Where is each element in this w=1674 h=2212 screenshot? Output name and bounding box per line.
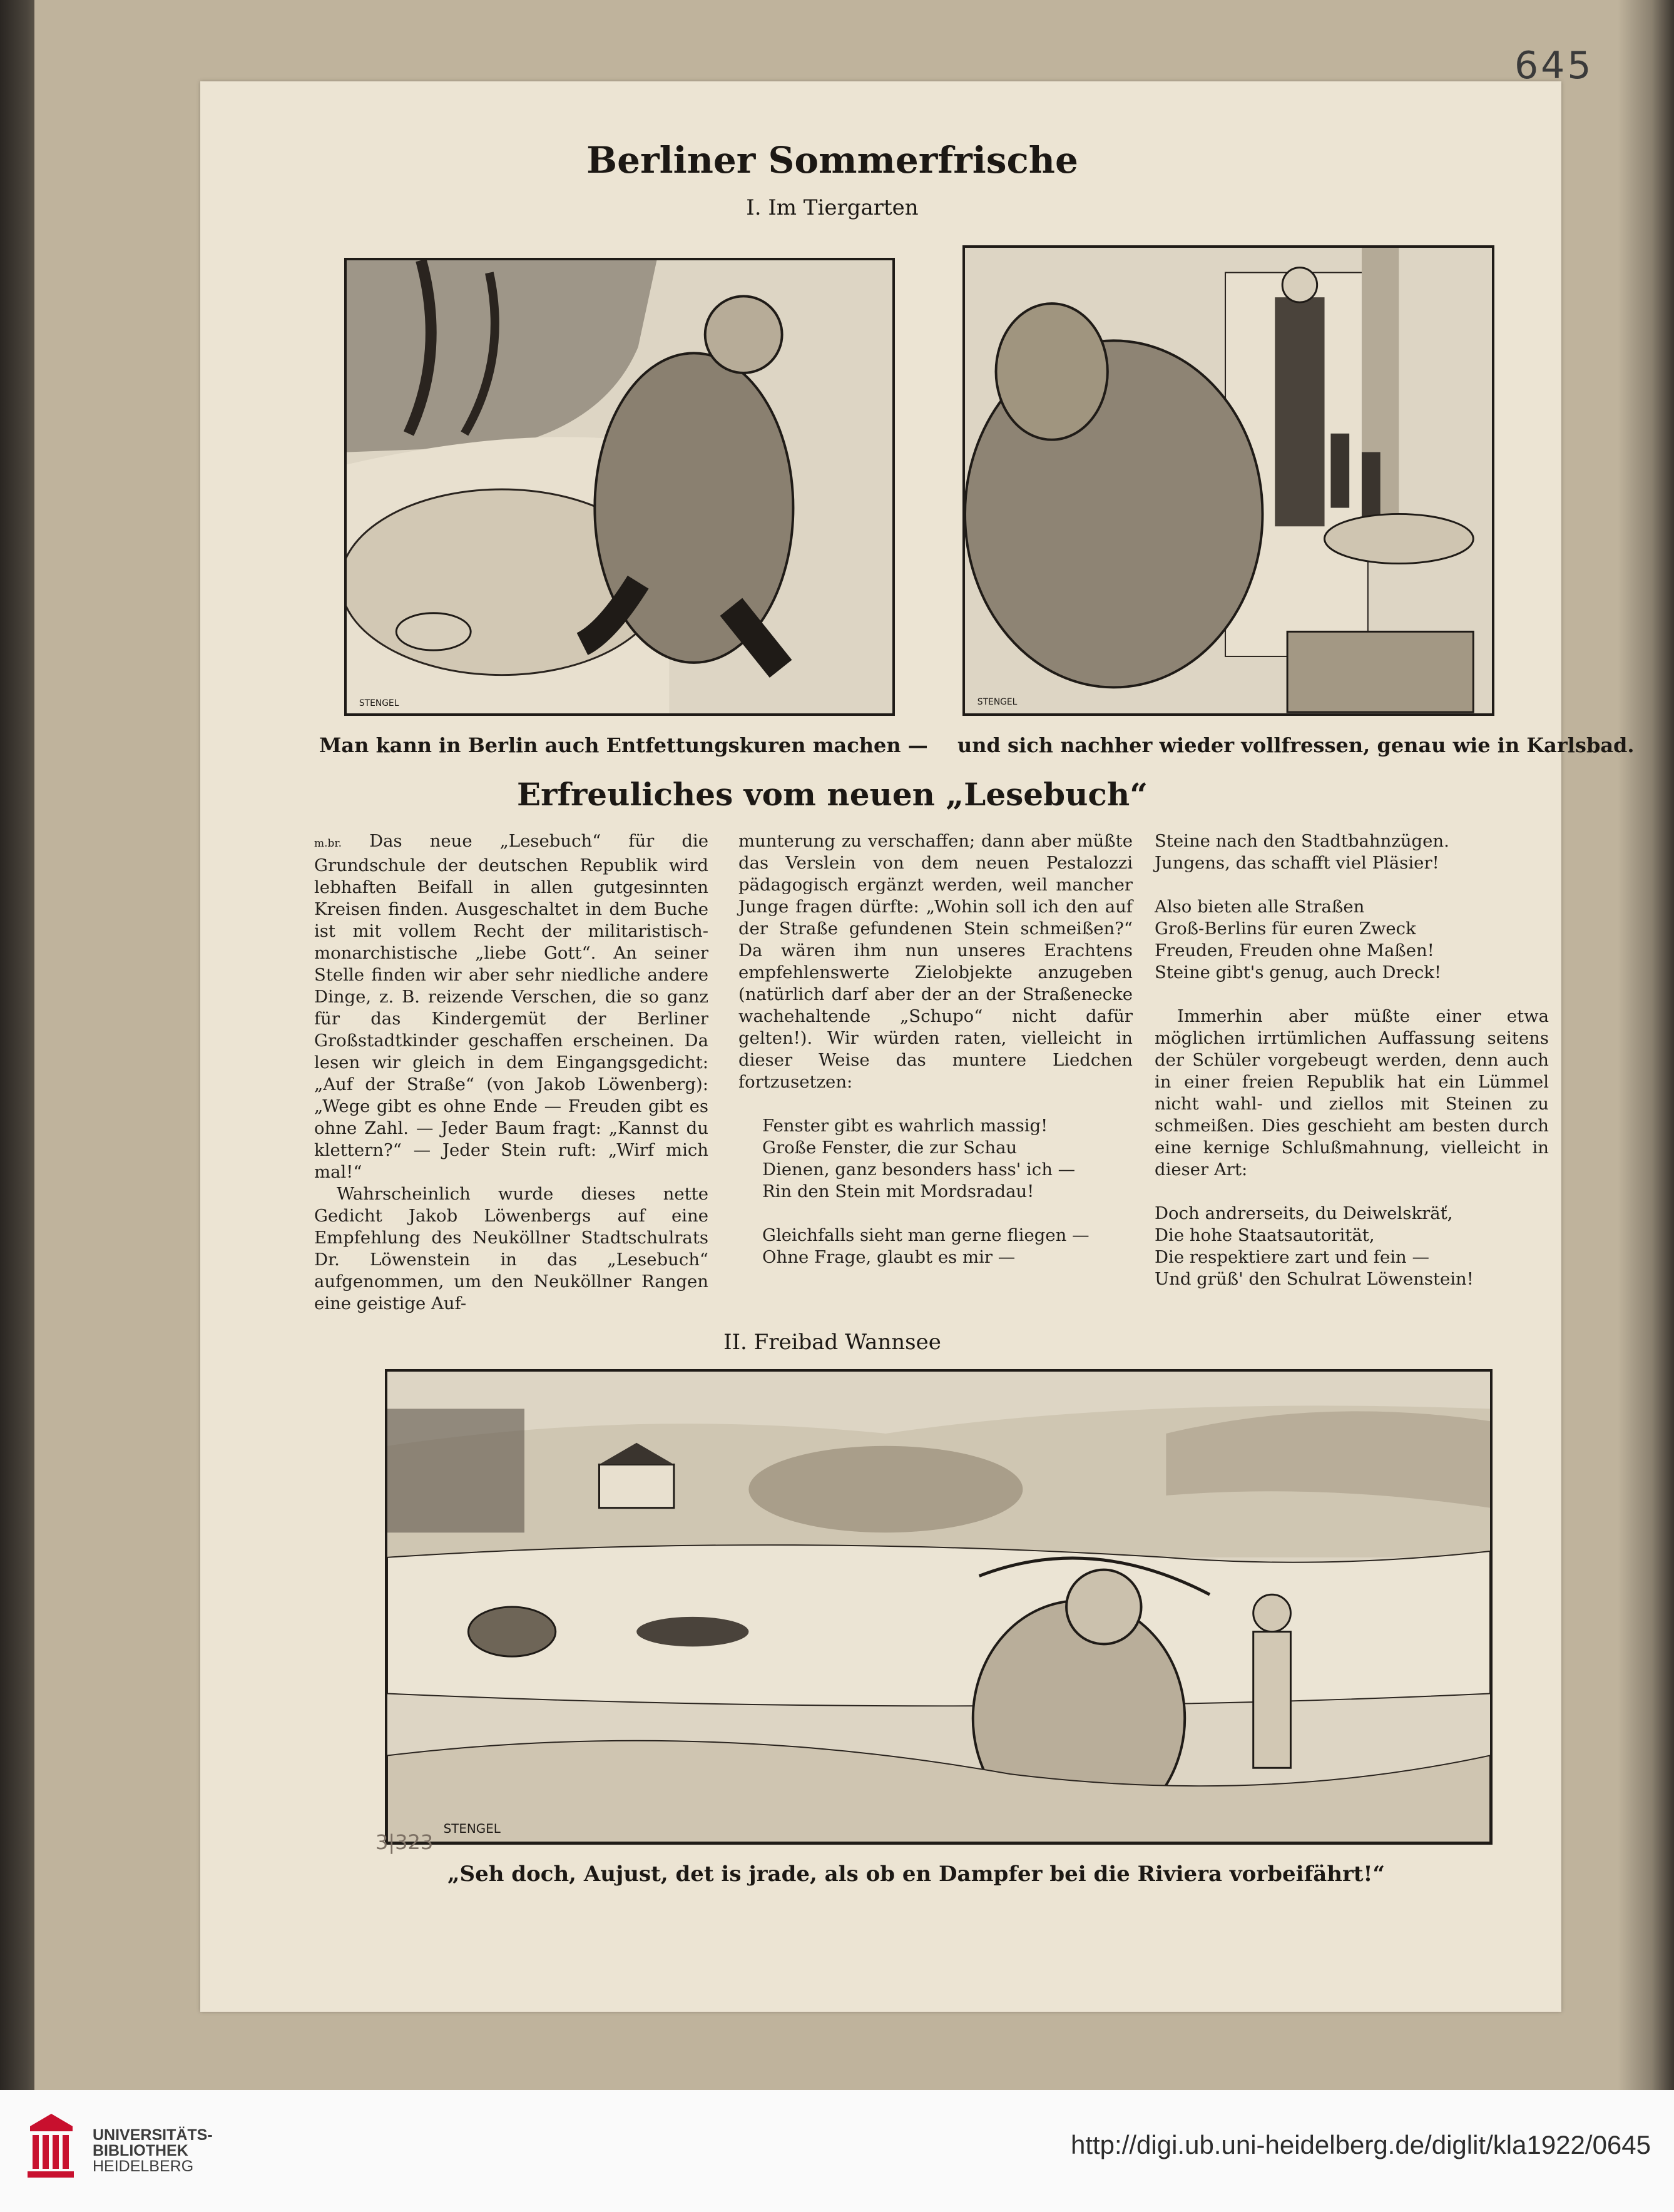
article-paragraph: Wahrscheinlich wurde dieses nette Gedicht Jakob Löwenbergs auf eine Empfehlung des Neuköllner Stadtschulrats Dr. Löwenstein in das „Lesebuch“ aufgenommen, um den Neuköllner Rangen eine geistige Auf- (314, 1184, 708, 1313)
article-paragraph: munterung zu verschaffen; dann aber müßte das Verslein von dem neuen Pestalozzi pädagogisch ergänzt werden, weil mancher Junge fragen dürfte: „Wohin soll ich den auf der Straße gefundenen Stein schmeißen?“ Da wären ihm nun unseres Erachtens empfehlenswerte Zielobjekte anzugeben (natürlich darf aber der an der Straßenecke wachehaltende „Schupo“ nicht dafür gelten!). Wir würden raten, vielleicht in dieser Weise das muntere Liedchen fortzusetzen: (738, 831, 1133, 1092)
article-column-3 (1155, 830, 1549, 1290)
verse-line: Freuden, Freuden ohne Maßen! (1155, 940, 1434, 961)
page-title: Berliner Sommerfrische (586, 139, 1078, 181)
library-logo-icon[interactable] (24, 2114, 78, 2183)
footer-bar (0, 2090, 1674, 2212)
verse-line: Fenster gibt es wahrlich massig! (762, 1116, 1048, 1136)
article-paragraph: Das neue „Lesebuch“ für die Grundschule der deutschen Republik wird lebhaften Beifall in allen gutgesinnten Kreisen finden. Ausgeschaltet in dem Buche ist mit vollem Recht der militaristisch-monarchistische „liebe Gott“. An seiner Stelle finden wir aber sehr niedliche andere Dinge, z. B. reizende Verschen, die so ganz für das Kindergemüt der Berliner Großstadtkinder geschaffen erscheinen. Da lesen wir gleich in dem Eingangsgedicht: „Auf der Straße“ (von Jakob Löwenberg): „Wege gibt es ohne Ende — Freuden gibt es ohne Zahl. — Jeder Baum fragt: „Kannst du klettern?“ — Jeder Stein ruft: „Wirf mich mal!“ (314, 831, 709, 1182)
folio-number: 645 (1514, 44, 1594, 88)
verse-line: Also bieten alle Straßen (1155, 897, 1365, 917)
illustration-signature: STENGEL (977, 697, 1018, 708)
verse-line: Die respektiere zart und fein — (1155, 1247, 1430, 1267)
book-edge (1618, 0, 1674, 2090)
article-column-1 (314, 830, 708, 1315)
verse-line: Und grüß' den Schulrat Löwenstein! (1155, 1269, 1474, 1289)
section-heading-tiergarten: I. Im Tiergarten (746, 195, 919, 220)
shelfmark: 3|323 (375, 1830, 434, 1854)
verse-line: Ohne Frage, glaubt es mir — (762, 1247, 1016, 1267)
verse-line: Groß-Berlins für euren Zweck (1155, 919, 1416, 939)
library-name-line: BIBLIOTHEK (93, 2142, 188, 2159)
article-byline: m.br. (314, 837, 342, 850)
caption-bottom: „Seh doch, Aujust, det is jrade, als ob en Dampfer bei die Riviera vorbeifährt!“ (447, 1862, 1386, 1887)
illustration-fat-man-walking (344, 258, 895, 716)
verse-line: Gleichfalls sieht man gerne fliegen — (762, 1225, 1090, 1245)
library-name-line: UNIVERSITÄTS- (93, 2126, 213, 2144)
caption-right: und sich nachher wieder vollfressen, genau wie in Karlsbad. (957, 733, 1635, 757)
illustration-bathing-lake (385, 1369, 1493, 1845)
permalink-url[interactable]: http://digi.ub.uni-heidelberg.de/diglit/kla1922/0645 (1070, 2130, 1651, 2159)
verse-line: Steine nach den Stadtbahnzügen. (1155, 831, 1449, 851)
illustration-signature: STENGEL (359, 698, 399, 709)
section-heading-wannsee: II. Freibad Wannsee (723, 1330, 941, 1355)
article-paragraph: Immerhin aber müßte einer etwa möglichen irrtümlichen Auffassung seitens der Schüler vorgebeugt werden, denn auch in einer freien Republik hat ein Lümmel nicht wahl- und ziellos mit Steinen zu schmeißen. Dies geschieht am besten durch eine kernige Schlußmahnung, vielleicht in dieser Art: (1155, 1006, 1549, 1180)
verse-line: Dienen, ganz besonders hass' ich — (762, 1160, 1076, 1180)
library-name-line: HEIDELBERG (93, 2158, 194, 2175)
illustration-man-eating (962, 245, 1494, 716)
caption-left: Man kann in Berlin auch Entfettungskuren machen — (319, 733, 928, 757)
verse-line: Die hohe Staatsautorität, (1155, 1225, 1375, 1245)
illustration-signature: STENGEL (443, 1822, 501, 1837)
verse-line: Jungens, das schafft viel Pläsier! (1155, 853, 1439, 873)
verse-line: Große Fenster, die zur Schau (762, 1138, 1018, 1158)
verse-line: Steine gibt's genug, auch Dreck! (1155, 962, 1442, 982)
article-heading: Erfreuliches vom neuen „Lesebuch“ (517, 776, 1148, 813)
verse-line: Doch andrerseits, du Deiwelskräť, (1155, 1203, 1453, 1223)
verse-line: Rin den Stein mit Mordsradau! (762, 1181, 1034, 1201)
article-column-2 (738, 830, 1133, 1268)
library-name (93, 2128, 213, 2174)
